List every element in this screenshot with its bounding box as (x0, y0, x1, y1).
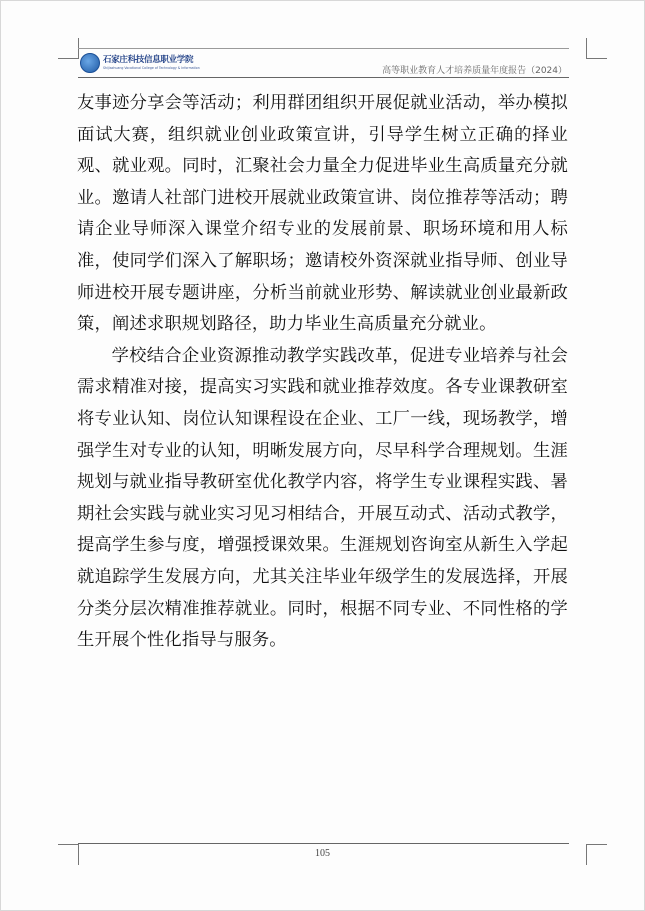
college-logo (80, 52, 200, 74)
paragraph-2: 学校结合企业资源推动教学实践改革，促进专业培养与社会需求精准对接，提高实习实践和就业推荐效度。各专业课教研室将专业认知、岗位认知课程设在企业、工厂一线，现场教学，增强学生对专业的认知，明晰发展方向，尽早科学合理规划。生涯规划与就业指导教研室优化教学内容，将学生专业课程实践、暑期社会实践与就业实习见习相结合，开展互动式、活动式教学，提高学生参与度，增强授课效果。生涯规划咨询室从新生入学起就追踪学生发展方向，尤其关注毕业年级学生的发展选择，开展分类分层次精准推荐就业。同时，根据不同专业、不同性格的学生开展个性化指导与服务。 (77, 345, 568, 651)
report-header-title: 高等职业教育人才培养质量年度报告（2024） (382, 66, 567, 76)
page-number: 105 (315, 848, 330, 859)
college-emblem-icon (80, 53, 100, 73)
logo-name-cn: 石家庄科技信息职业学院 (103, 55, 194, 66)
footer-rule (78, 843, 569, 844)
logo-name-en: Shijiazhuang Vocational College of Technology & Information (103, 65, 200, 70)
header-rule-top (78, 48, 569, 49)
crop-mark-top-left (58, 38, 79, 59)
paragraph-1: 友事迹分享会等活动；利用群团组织开展促就业活动，举办模拟面试大赛，组织就业创业政策宣讲，引导学生树立正确的择业观、就业观。同时，汇聚社会力量全力促进毕业生高质量充分就业。邀请人社部门进校开展就业政策宣讲、岗位推荐等活动；聘请企业导师深入课堂介绍专业的发展前景、职场环境和用人标准，使同学们深入了解职场；邀请校外资深就业指导师、创业导师进校开展专题讲座，分析当前就业形势、解读就业创业最新政策，阐述求职规划路径，助力毕业生高质量充分就业。 (77, 93, 568, 335)
body-text (77, 88, 568, 657)
header-rule-bottom (78, 77, 569, 78)
crop-mark-top-right (586, 38, 607, 59)
logo-text (103, 56, 200, 70)
